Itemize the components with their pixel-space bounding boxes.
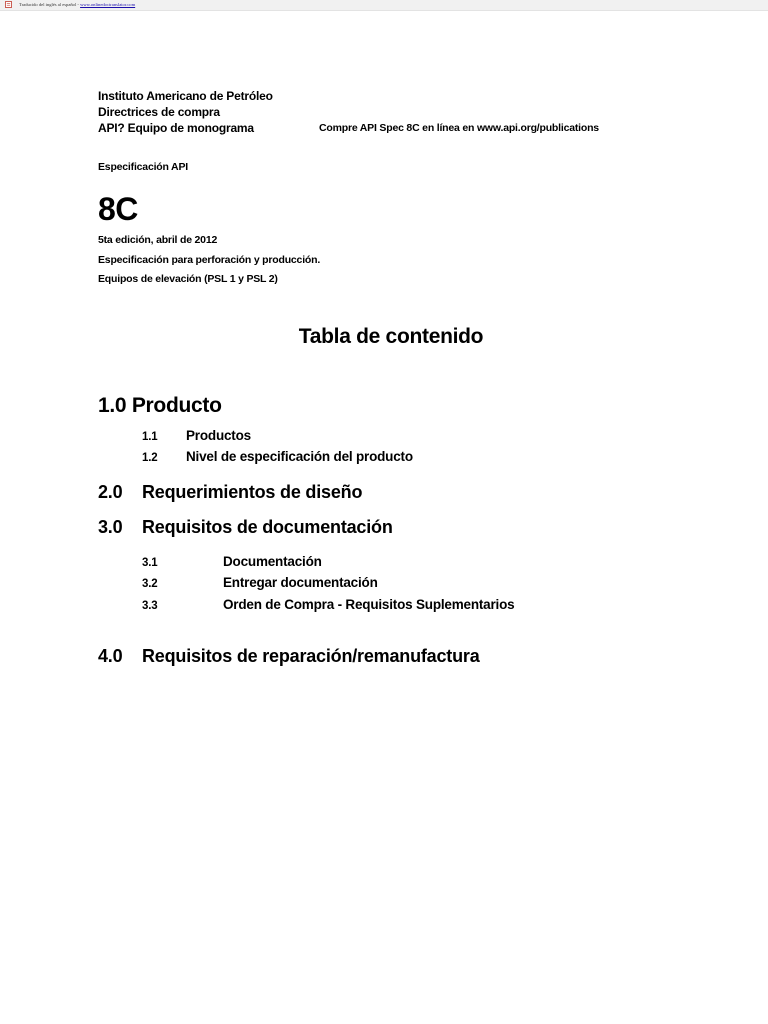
translator-link[interactable]: www.onlinedoctranslator.com (80, 2, 136, 7)
organization-name: Instituto Americano de Petróleo (98, 89, 273, 103)
toc-section-number: 4.0 (98, 646, 123, 666)
translation-notice (19, 2, 135, 8)
toc-item-number: 3.2 (142, 578, 158, 590)
translation-banner (0, 0, 768, 11)
toc-item-title[interactable]: Entregar documentación (223, 575, 378, 590)
monogram-equipment: API? Equipo de monograma (98, 121, 254, 135)
toc-item-number: 1.2 (142, 452, 158, 464)
toc-section-title[interactable]: Requerimientos de diseño (142, 482, 363, 502)
toc-item-title[interactable]: Nivel de especificación del producto (186, 449, 413, 464)
spec-description-2: Equipos de elevación (PSL 1 y PSL 2) (98, 273, 278, 285)
toc-section-number: 1.0 (98, 394, 127, 417)
toc-item-number: 3.1 (142, 557, 158, 569)
toc-section-heading[interactable] (98, 394, 222, 418)
toc-section-number: 3.0 (98, 517, 123, 537)
toc-item-title[interactable]: Documentación (223, 554, 322, 569)
toc-section-number: 2.0 (98, 482, 123, 502)
buy-online-notice: Compre API Spec 8C en línea en www.api.org/publications (319, 122, 599, 134)
toc-section-title[interactable]: Requisitos de reparación/remanufactura (142, 646, 480, 666)
toc-title: Tabla de contenido (298, 325, 484, 348)
toc-section-title[interactable]: Requisitos de documentación (142, 517, 393, 537)
spec-edition: 5ta edición, abril de 2012 (98, 234, 218, 246)
translation-notice-text: Traducido del inglés al español - (19, 2, 81, 7)
toc-item-title[interactable]: Productos (186, 428, 251, 443)
spec-number: 8C (98, 191, 138, 227)
purchasing-guidelines: Directrices de compra (98, 105, 220, 119)
toc-item-title[interactable]: Orden de Compra - Requisitos Suplementarios (223, 597, 515, 612)
toc-item-number: 1.1 (142, 431, 158, 443)
document-icon (5, 1, 13, 8)
spec-label: Especificación API (98, 161, 188, 173)
spec-description-1: Especificación para perforación y producción. (98, 254, 321, 266)
toc-section-title: Producto (131, 394, 222, 417)
toc-item-number: 3.3 (142, 600, 158, 612)
